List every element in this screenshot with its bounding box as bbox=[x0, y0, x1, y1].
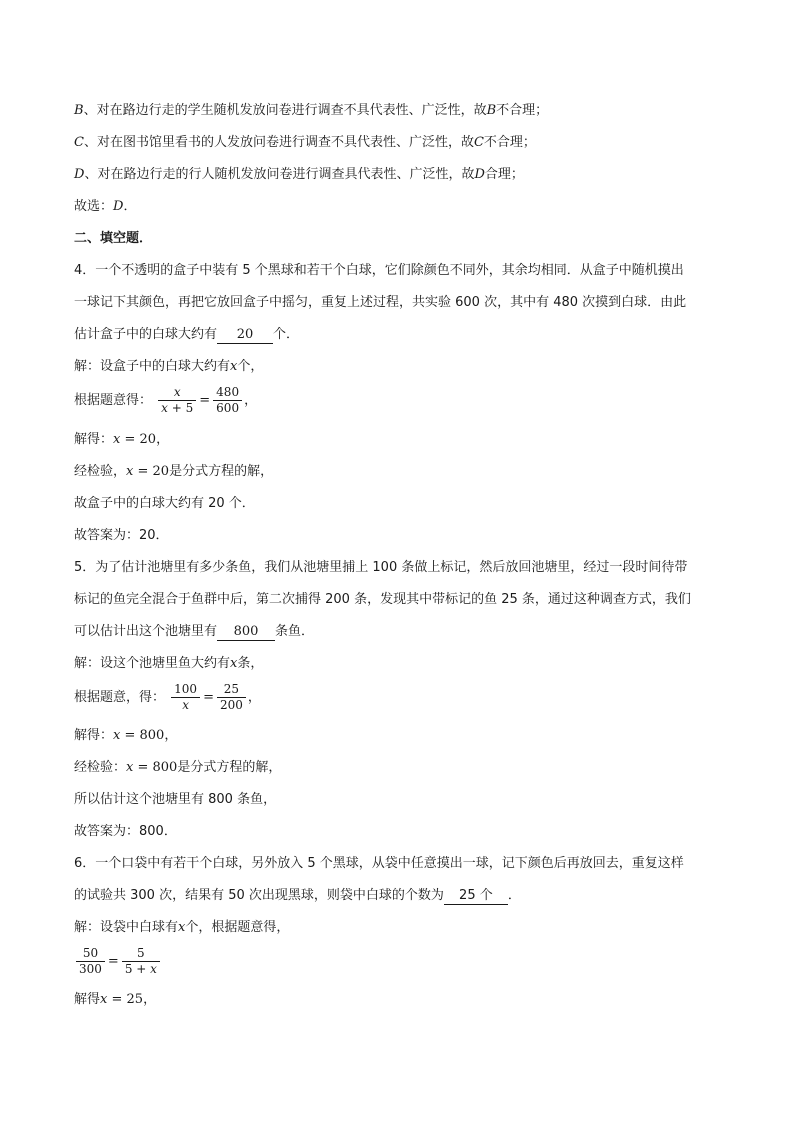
answer-blank: 25 个 bbox=[444, 888, 508, 905]
option-label: D bbox=[74, 167, 85, 182]
question-5-line-3: 可以估计出这个池塘里有 800 条鱼． bbox=[74, 624, 315, 639]
option-b-line: B、对在路边行走的学生随机发放问卷进行调查不具代表性、广泛性，故B不合理； bbox=[74, 103, 549, 118]
solution-line: 解得：x = 20， bbox=[74, 432, 170, 447]
solution-line: 所以估计这个池塘里有 800 条鱼， bbox=[74, 792, 277, 807]
option-label: C bbox=[74, 135, 84, 150]
answer-blank: 800 bbox=[217, 624, 275, 641]
fraction: $\frac{5}{5 + x}$ bbox=[122, 946, 160, 977]
equation-line: $\frac{50}{300}$ = $\frac{5}{5 + x}$ bbox=[74, 944, 162, 980]
question-5-line-2: 标记的鱼完全混合于鱼群中后，第二次捕得 200 条，发现其中带标记的鱼 25 条，通过这种调查方式，我们 bbox=[74, 592, 691, 607]
fraction: $\frac{100}{x}$ bbox=[171, 682, 200, 713]
question-5-line-1: 5．为了估计池塘里有多少条鱼，我们从池塘里捕上 100 条做上标记，然后放回池塘里，经过一段时间待带 bbox=[74, 560, 688, 575]
solution-line: 解：设盒子中的白球大约有x个， bbox=[74, 359, 264, 374]
solution-line: 解：设这个池塘里鱼大约有x条， bbox=[74, 656, 264, 671]
option-c-line: C、对在图书馆里看书的人发放问卷进行调查不具代表性、广泛性，故C不合理； bbox=[74, 135, 536, 150]
solution-line: 经检验：x = 800是分式方程的解， bbox=[74, 760, 282, 775]
fraction: $\frac{25}{200}$ bbox=[217, 682, 246, 713]
question-4-line-1: 4．一个不透明的盒子中装有 5 个黑球和若干个白球，它们除颜色不同外，其余均相同．从盒子中随机摸出 bbox=[74, 263, 684, 278]
answer-choice-line: 故选：D． bbox=[74, 199, 137, 214]
answer-blank: 20 bbox=[217, 327, 273, 344]
option-d-line: D、对在路边行走的行人随机发放问卷进行调查具代表性、广泛性，故D合理； bbox=[74, 167, 524, 182]
question-6-line-2: 的试验共 300 次，结果有 50 次出现黑球，则袋中白球的个数为 25 个 ． bbox=[74, 888, 521, 903]
equation-line: 根据题意得： $\frac{x}{x + 5}$ = $\frac{480}{600}$ ， bbox=[74, 385, 258, 415]
question-4-line-2: 一球记下其颜色，再把它放回盒子中摇匀，重复上述过程，共实验 600 次，其中有 480 次摸到白球．由此 bbox=[74, 295, 687, 310]
fraction: $\frac{50}{300}$ bbox=[76, 946, 105, 977]
solution-line: 解得：x = 800， bbox=[74, 728, 178, 743]
solution-line: 故答案为：800． bbox=[74, 824, 177, 839]
fraction: $\frac{x}{x + 5}$ bbox=[158, 385, 196, 416]
question-4-line-3: 估计盒子中的白球大约有 20 个． bbox=[74, 327, 300, 342]
solution-line: 故盒子中的白球大约有 20 个． bbox=[74, 496, 255, 511]
equation-line: 根据题意，得： $\frac{100}{x}$ = $\frac{25}{200}$ ， bbox=[74, 682, 261, 712]
section-title: 二、填空题． bbox=[74, 231, 153, 246]
fraction: $\frac{480}{600}$ bbox=[213, 385, 242, 416]
solution-line: 解得x = 25， bbox=[74, 992, 157, 1007]
solution-line: 故答案为：20． bbox=[74, 528, 169, 543]
question-6-line-1: 6．一个口袋中有若干个白球，另外放入 5 个黑球，从袋中任意摸出一球，记下颜色后再放回去，重复这样 bbox=[74, 856, 684, 871]
solution-line: 经检验，x = 20是分式方程的解， bbox=[74, 464, 274, 479]
solution-line: 解：设袋中白球有x个，根据题意得， bbox=[74, 920, 290, 935]
option-label: B bbox=[74, 103, 84, 118]
